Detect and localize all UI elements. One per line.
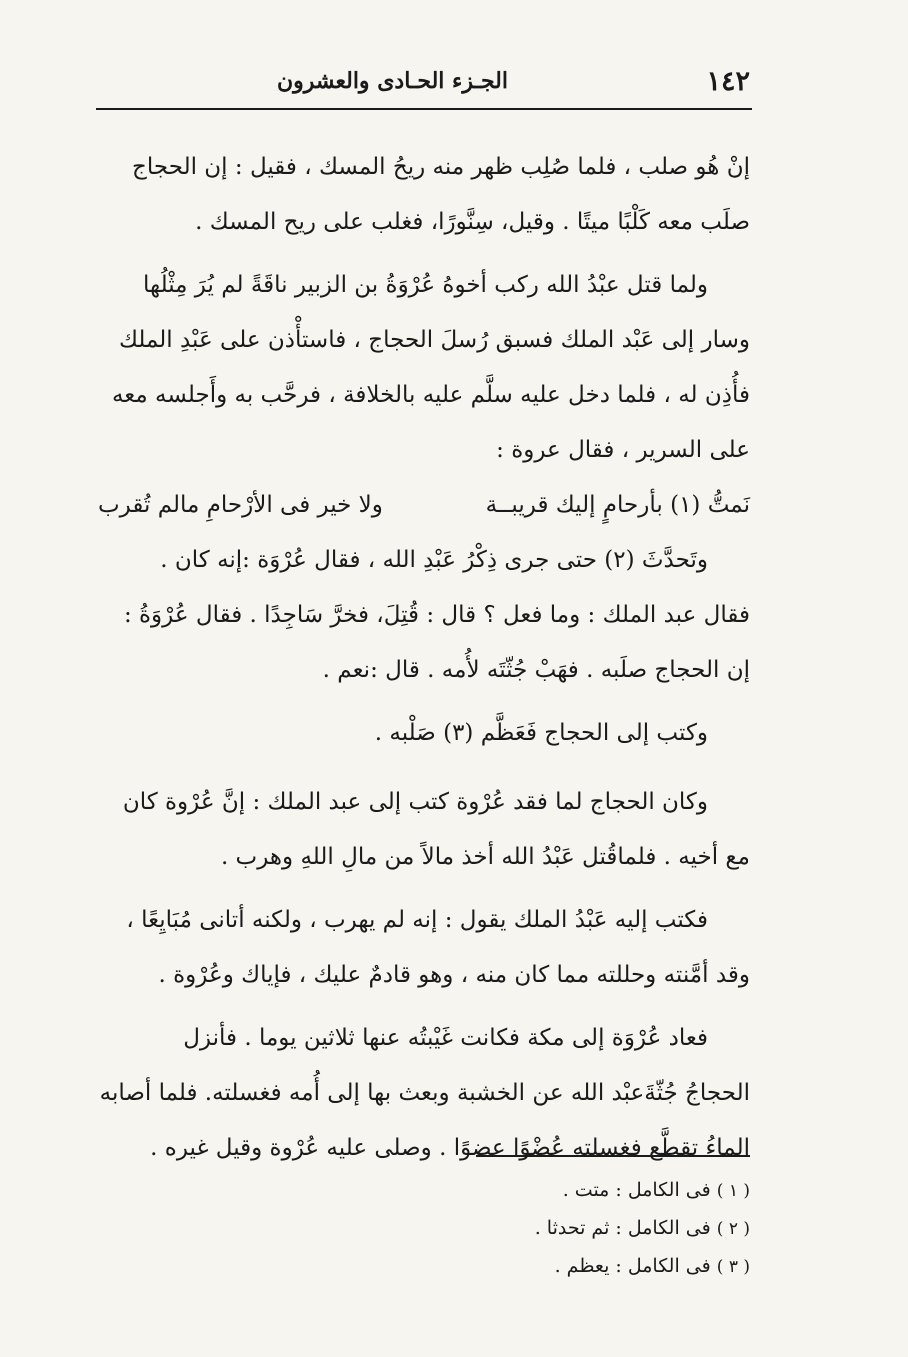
footnote: [460, 1210, 750, 1248]
paragraph-line: وكتب إلى الحجاج فَعَظَّم (٣) صَلْبه .: [374, 720, 708, 746]
verse-first-hemistich: نَمتُّ (١) بأرحامٍ إليك قريبــة: [485, 492, 750, 518]
verse-second-hemistich: ولا خير فى الأرْحامِ مالم تُقرب: [98, 492, 383, 518]
paragraph-line: ولما قتل عبْدُ الله ركب أخوهُ عُرْوَةُ بن الزبير ناقَةً لم يُرَ مِثْلُها: [143, 272, 708, 298]
footnote-mark: ( ٢ ): [716, 1219, 750, 1239]
paragraph-line: إنْ هُو صلب ، فلما صُلِب ظهر منه ريحُ المسك ، فقيل : إن الحجاج: [132, 154, 750, 180]
main-text: [98, 140, 750, 1176]
paragraph-line: فعاد عُرْوَة إلى مكة فكانت غَيْبتُه عنها ثلاثين يوما . فأنزل: [183, 1025, 708, 1051]
running-title: الجـزء الحـادى والعشرون: [276, 68, 508, 94]
footnote: [460, 1248, 750, 1286]
paragraph-line: وقد أمَّنته وحللته مما كان منه ، وهو قادمٌ عليك ، فإياك وعُرْوة .: [158, 962, 750, 988]
paragraph-line: الماءُ تقطَّع فغسلته عُضْوًا عضوًا . وصلى عليه عُرْوة وقيل غيره .: [150, 1135, 750, 1161]
paragraph-line: فقال عبد الملك : وما فعل ؟ قال : قُتِلَ، فخرَّ سَاجِدًا . فقال عُرْوَةُ :: [123, 602, 750, 628]
paragraph-line: على السرير ، فقال عروة :: [496, 437, 750, 463]
paragraph-line: إن الحجاج صلَبه . فهَبْ جُثّتَه لأُمه . قال :نعم .: [322, 657, 750, 683]
footnote: [460, 1172, 750, 1210]
footnote-text: فى الكامل : متت .: [562, 1179, 711, 1201]
footnote-text: فى الكامل : ثم تحدثا .: [534, 1217, 711, 1239]
footnote-mark: ( ٣ ): [716, 1257, 750, 1277]
footnote-rule: [476, 1155, 750, 1157]
paragraph-line: وكان الحجاج لما فقد عُرْوة كتب إلى عبد الملك : إنَّ عُرْوة كان: [122, 789, 708, 815]
page-number: ١٤٢: [706, 66, 750, 97]
paragraph-line: صلَب معه كَلْبًا ميتًا . وقيل، سِنَّورًا، فغلب على ريح المسك .: [195, 209, 750, 235]
paragraph-line: وتَحدَّثَ (٢) حتى جرى ذِكْرُ عَبْدِ الله ، فقال عُرْوَة :إنه كان .: [160, 547, 708, 573]
paragraph-line: فكتب إليه عَبْدُ الملك يقول : إنه لم يهرب ، ولكنه أتانى مُبَايِعًا ،: [126, 907, 708, 933]
footnote-mark: ( ١ ): [716, 1181, 750, 1201]
footnote-text: فى الكامل : يعظم .: [554, 1255, 711, 1277]
page-header: [98, 62, 750, 102]
header-rule: [96, 108, 752, 110]
poetry-verse: [98, 478, 750, 533]
paragraph-line: وسار إلى عَبْد الملك فسبق رُسلَ الحجاج ، فاستأْذن على عَبْدِ الملك: [118, 327, 750, 353]
paragraph-line: الحجاجُ جُثّةَعبْد الله عن الخشبة وبعث بها إلى أُمه فغسلته. فلما أصابه: [99, 1080, 750, 1106]
paragraph-line: فأُذِن له ، فلما دخل عليه سلَّم عليه بالخلافة ، فرحَّب به وأَجلسه معه: [111, 382, 750, 408]
paragraph-line: مع أخيه . فلماقُتل عَبْدُ الله أخذ مالاً من مالِ اللهِ وهرب .: [220, 844, 750, 870]
footnotes: [460, 1172, 750, 1286]
